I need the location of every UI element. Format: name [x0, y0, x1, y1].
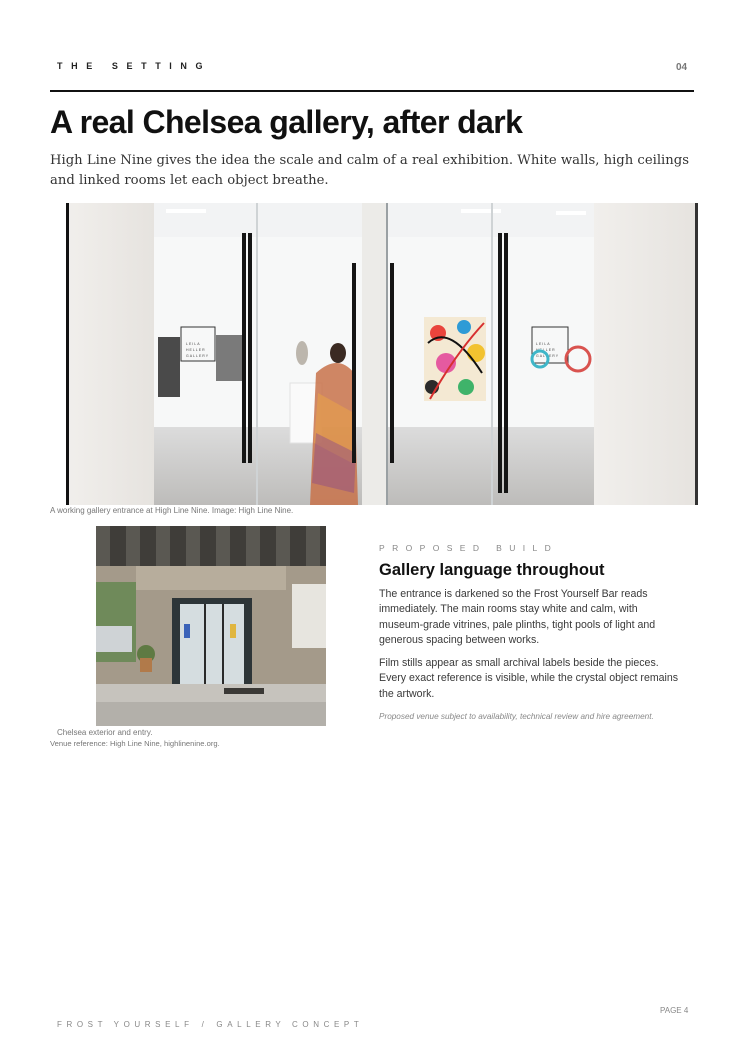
- gallery-entrance-photo: [66, 203, 698, 505]
- footer-concept: GALLERY CONCEPT: [216, 1020, 364, 1029]
- chelsea-exterior-photo: [96, 526, 326, 726]
- main-photo-caption: A working gallery entrance at High Line Nine. Image: High Line Nine.: [50, 506, 294, 515]
- proposed-build-kicker: PROPOSED BUILD: [379, 543, 559, 553]
- header-rule: [50, 90, 694, 92]
- exterior-photo-caption: Chelsea exterior and entry.: [57, 728, 153, 737]
- section-kicker: THE SETTING: [57, 61, 212, 71]
- sidebar-paragraph-2: Film stills appear as small archival labels beside the pieces. Every exact reference is visible, while the crystal object remains the artwork.: [379, 657, 679, 700]
- footer-page-label: PAGE 4: [660, 1006, 689, 1015]
- svg-text:LEILA: LEILA: [536, 342, 551, 346]
- svg-text:LEILA: LEILA: [186, 342, 201, 346]
- footer-separator: /: [201, 1020, 209, 1029]
- page-number: 04: [676, 62, 688, 73]
- venue-note: Proposed venue subject to availability, technical review and hire agreement.: [379, 712, 654, 721]
- venue-reference: Venue reference: High Line Nine, highlinenine.org.: [50, 739, 220, 748]
- svg-text:GALLERY: GALLERY: [536, 354, 560, 358]
- lede-paragraph: High Line Nine gives the idea the scale and calm of a real exhibition. White walls, high ceilings and linked rooms let each object breathe.: [50, 153, 689, 188]
- svg-text:HELLER: HELLER: [536, 348, 556, 352]
- footer-brand: FROST YOURSELF: [57, 1020, 194, 1029]
- svg-text:HELLER: HELLER: [186, 348, 206, 352]
- footer: [57, 1020, 363, 1029]
- sidebar-paragraph-1: The entrance is darkened so the Frost Yourself Bar reads immediately. The main rooms stay white and calm, with museum-grade vitrines, pale plinths, tight pools of light and generous spacing between works.: [379, 588, 656, 647]
- sidebar-title: Gallery language throughout: [379, 561, 605, 579]
- page-title: A real Chelsea gallery, after dark: [50, 104, 523, 140]
- svg-text:GALLERY: GALLERY: [186, 354, 210, 358]
